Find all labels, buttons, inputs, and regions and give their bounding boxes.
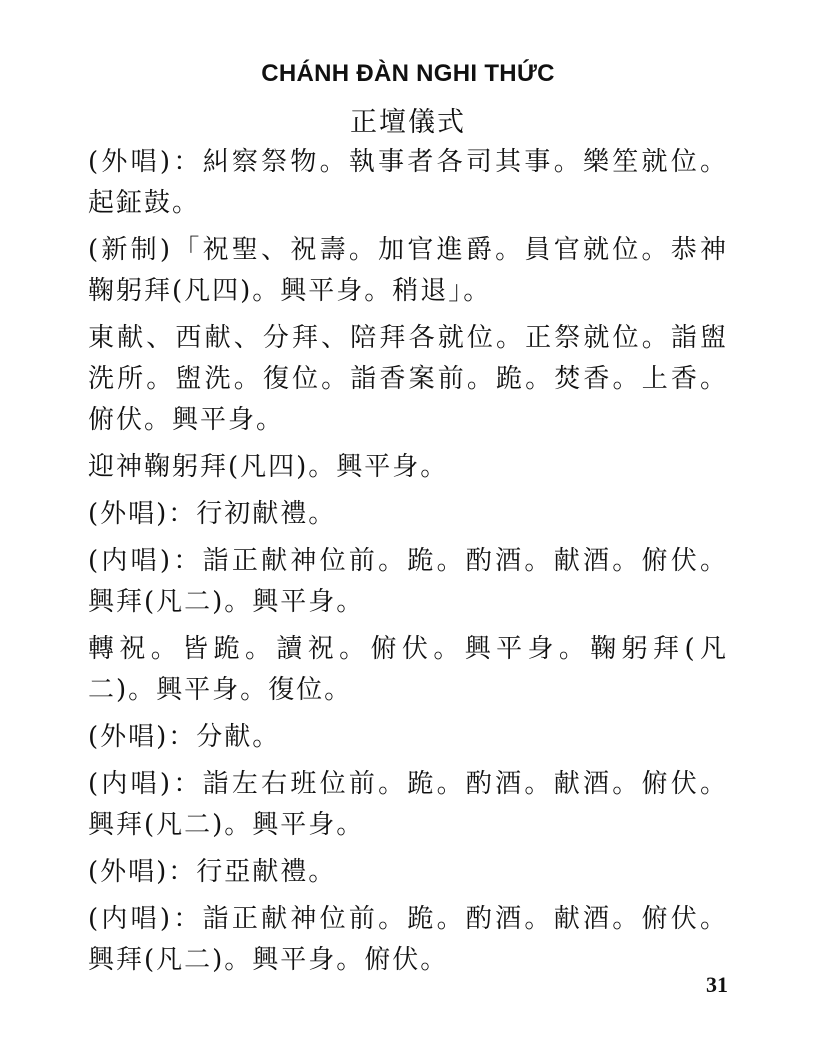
paragraph: (外唱)：糾察祭物。執事者各司其事。樂笙就位。起鉦鼓。 [88, 147, 728, 218]
body-text [88, 142, 728, 987]
paragraph: (外唱)：行亞献禮。 [88, 857, 337, 887]
paragraph: 轉祝。皆跪。讀祝。俯伏。興平身。鞠躬拜(凡二)。興平身。復位。 [88, 634, 728, 705]
paragraph: (外唱)：行初献禮。 [88, 499, 337, 529]
paragraph: 東献、西献、分拜、陪拜各就位。正祭就位。詣盥洗所。盥洗。復位。詣香案前。跪。焚香。上香。俯伏。興平身。 [88, 323, 728, 435]
page-title: CHÁNH ĐÀN NGHI THỨC [261, 60, 555, 87]
paragraph: (内唱)：詣左右班位前。跪。酌酒。献酒。俯伏。興拜(凡二)。興平身。 [88, 769, 728, 840]
paragraph: (新制)「祝聖、祝壽。加官進爵。員官就位。恭神鞠躬拜(凡四)。興平身。稍退」。 [88, 235, 728, 306]
paragraph: (内唱)：詣正献神位前。跪。酌酒。献酒。俯伏。興拜(凡二)。興平身。俯伏。 [88, 904, 728, 975]
paragraph: (内唱)：詣正献神位前。跪。酌酒。献酒。俯伏。興拜(凡二)。興平身。 [88, 546, 728, 617]
paragraph: (外唱)：分献。 [88, 722, 281, 752]
page-number: 31 [706, 972, 728, 997]
paragraph: 迎神鞠躬拜(凡四)。興平身。 [88, 452, 449, 482]
page-subtitle: 正壇儀式 [350, 107, 466, 138]
